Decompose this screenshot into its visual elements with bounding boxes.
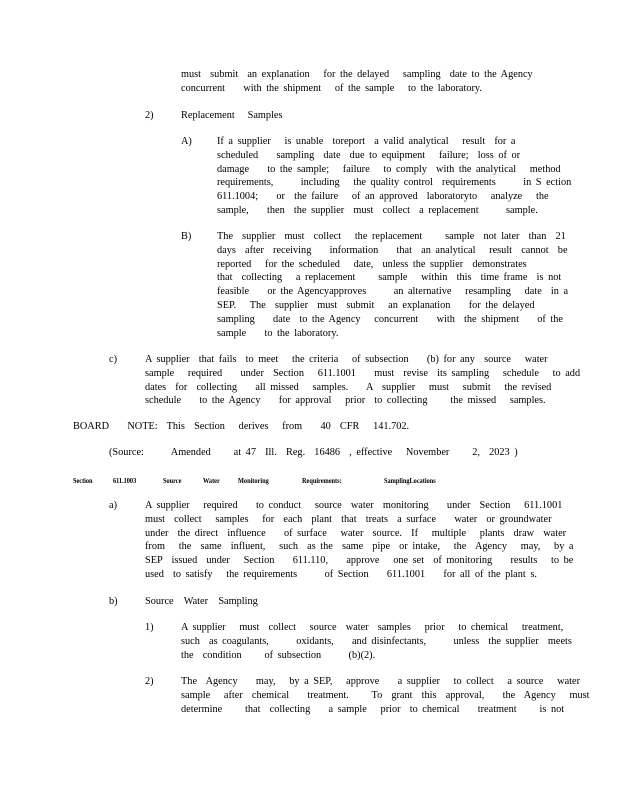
board-note-text: BOARD NOTE: This Section derives from 40 CFR 141.702. [73, 421, 410, 432]
item-label-a: a) [109, 500, 117, 511]
text-line: reported for the scheduled date, unless the supplier demonstrates [217, 258, 527, 270]
text-line: sample after chemical treatment. To grant this approval, the Agency must [181, 689, 590, 701]
text-line: determine that collecting a sample prior to chemical treatment is not [181, 703, 565, 715]
subitem-label-2: 2) [145, 676, 154, 687]
subitem-label-B: B) [181, 231, 192, 242]
section-title-word: Water [203, 476, 220, 485]
section-title-word: Source [163, 476, 182, 485]
item-title-source-water-sampling: Source Water Sampling [145, 596, 258, 607]
text-line: used to satisfy the requirements of Section 611.1001 for all of the plant s. [145, 568, 537, 580]
text-line: that collecting a replacement sample within this time frame is not [217, 272, 562, 284]
section-word: Section [73, 476, 93, 485]
source-note [109, 446, 518, 460]
item-a-paragraph [145, 499, 574, 582]
text-line: schedule to the Agency for approval prior to collecting the missed samples. [145, 395, 546, 407]
text-line: sample required under Section 611.1001 must revise its sampling schedule to add [145, 367, 581, 379]
text-line: sample to the laboratory. [217, 327, 339, 339]
text-line: such as coagulants, oxidants, and disinfectants, unless the supplier meets [181, 635, 572, 647]
item-label-b: b) [109, 596, 118, 607]
section-title-word: Monitoring [238, 476, 269, 485]
text-line: 611.1004; or the failure of an approved laboratoryto analyze the [217, 191, 549, 203]
section-title-word: Requirements: [302, 476, 342, 485]
text-line: feasible or the Agencyapproves an alternative resampling date in a [217, 286, 569, 298]
subitem-B-paragraph [217, 230, 568, 340]
section-title-word: SamplingLocations [384, 476, 436, 485]
text-line: A supplier required to conduct source water monitoring under Section 611.1001 [145, 500, 563, 511]
subitem-1-paragraph [181, 621, 572, 662]
item-title-replacement-samples: Replacement Samples [181, 110, 283, 121]
text-line: A supplier must collect source water samples prior to chemical treatment, [181, 622, 564, 633]
item-label-c: c) [109, 354, 117, 365]
text-line: must submit an explanation for the delayed sampling date to the Agency [181, 69, 533, 80]
text-line: damage to the sample; failure to comply with the analytical method [217, 163, 561, 175]
continuation-paragraph [181, 68, 533, 96]
item-c-paragraph [145, 353, 580, 408]
text-line: sampling date to the Agency concurrent with the shipment of the [217, 313, 563, 325]
text-line: scheduled sampling date due to equipment failure; loss of or [217, 149, 521, 161]
text-line: SEP issued under Section 611.110, approve one set of monitoring results to be [145, 555, 574, 567]
board-note [73, 420, 409, 434]
text-line: dates for collecting all missed samples. A supplier must submit the revised [145, 381, 552, 393]
text-line: The Agency may, by a SEP, approve a supplier to collect a source water [181, 676, 581, 687]
subitem-label-A: A) [181, 136, 192, 147]
text-line: the condition of subsection (b)(2). [181, 649, 376, 661]
subitem-2-paragraph [181, 675, 590, 716]
text-line: days after receiving information that an analytical result cannot be [217, 244, 568, 256]
section-number: 611.1003 [113, 476, 137, 485]
source-note-text: (Source: Amended at 47 Ill. Reg. 16486 , effective November 2, 2023 ) [109, 447, 518, 458]
item-label-2: 2) [145, 110, 154, 121]
text-line: must collect samples for each plant that treats a surface water or groundwater [145, 513, 552, 525]
text-line: from the same influent, such as the same pipe or intake, the Agency may, by a [145, 541, 574, 553]
text-line: sample, then the supplier must collect a replacement sample. [217, 204, 538, 216]
text-line: requirements, including the quality control requirements in S ection [217, 177, 572, 189]
text-line: under the direct influence of surface water source. If multiple plants draw water [145, 527, 567, 539]
subitem-A-paragraph [217, 135, 571, 218]
text-line: SEP. The supplier must submit an explanation for the delayed [217, 299, 535, 311]
text-line: If a supplier is unable toreport a valid analytical result for a [217, 136, 516, 147]
text-line: concurrent with the shipment of the sample to the laboratory. [181, 82, 482, 94]
subitem-label-1: 1) [145, 622, 154, 633]
text-line: A supplier that fails to meet the criteria of subsection (b) for any source water [145, 354, 548, 365]
text-line: The supplier must collect the replacement sample not later than 21 [217, 231, 566, 242]
